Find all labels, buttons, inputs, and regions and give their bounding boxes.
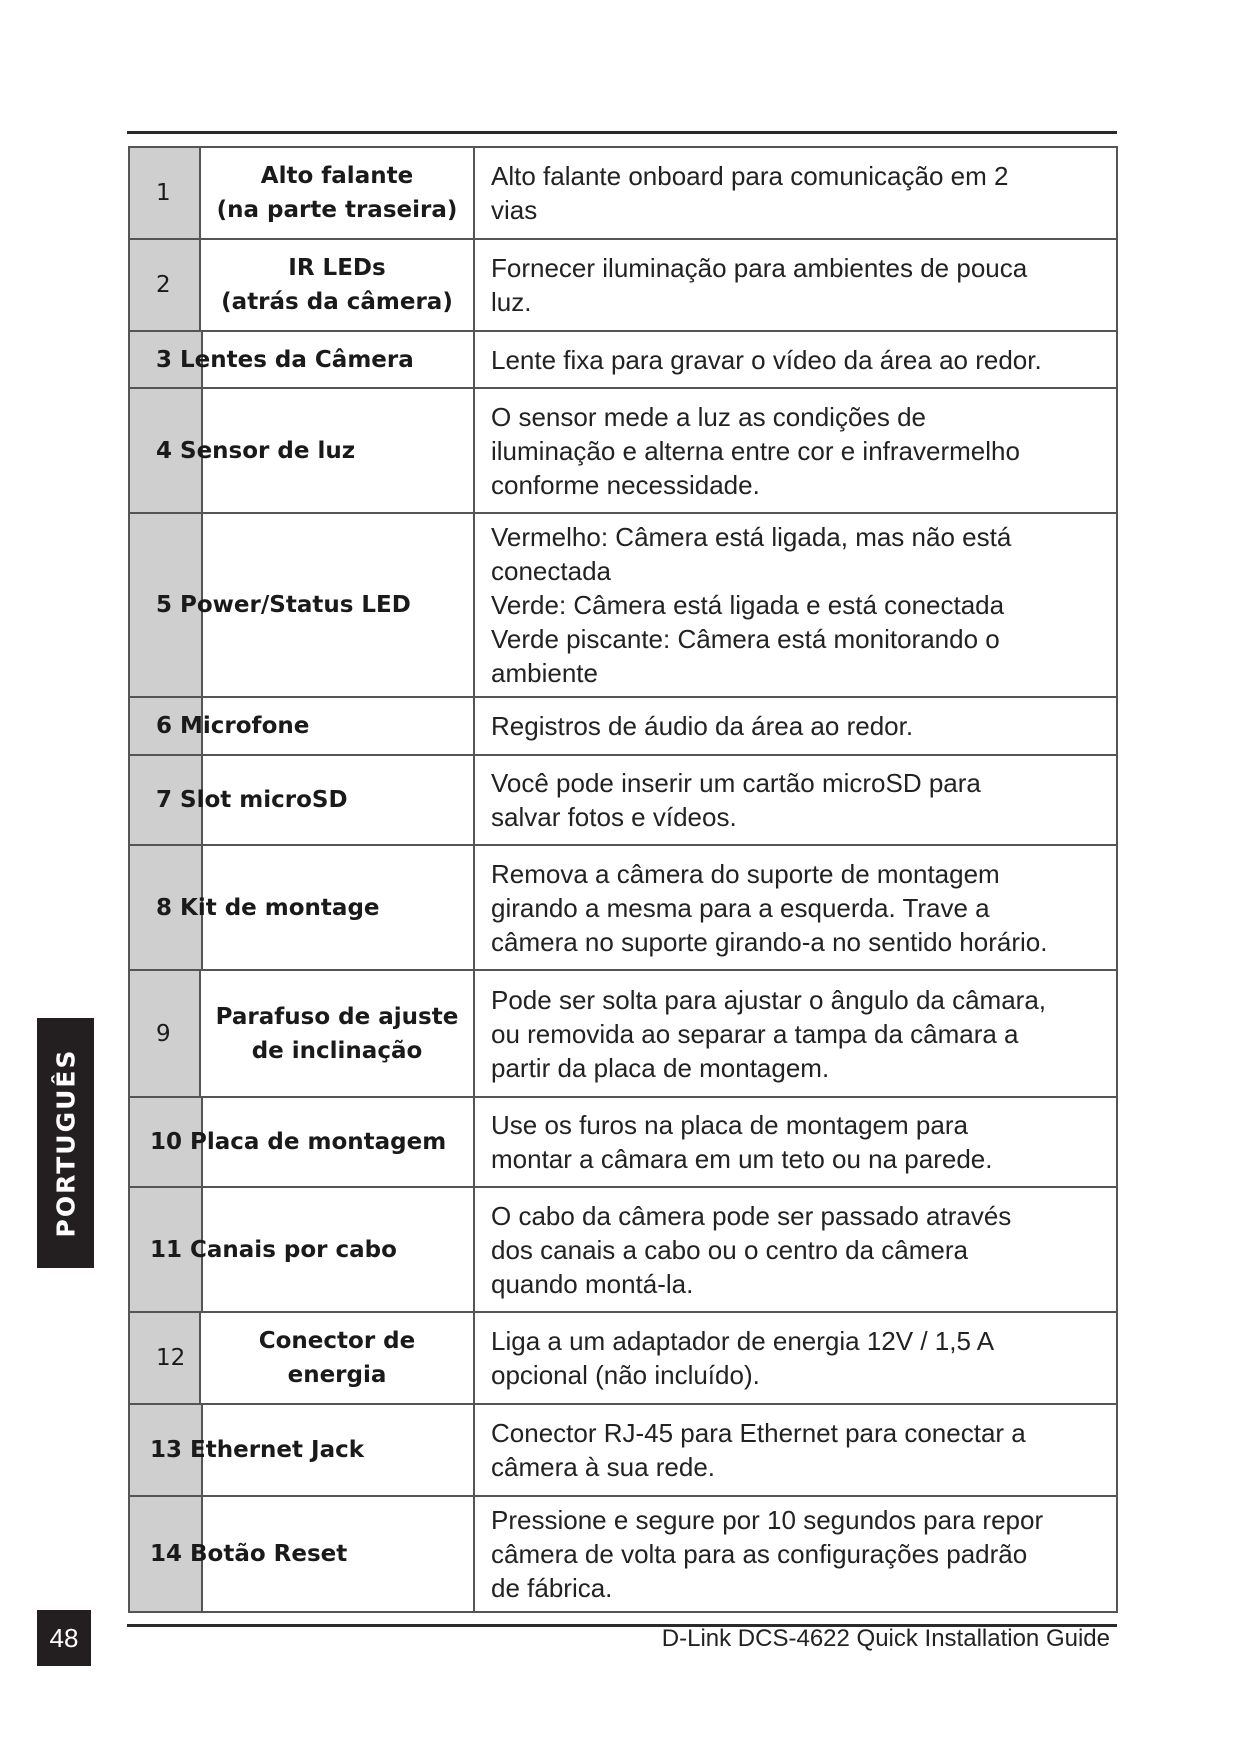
component-table	[128, 146, 1118, 1613]
row-number: 1	[129, 147, 200, 239]
component-name: IR LEDs (atrás da câmera)	[200, 239, 474, 331]
page-number: 48	[37, 1610, 91, 1666]
component-label: 10 Placa de montagem	[129, 1097, 474, 1187]
component-label: 5 Power/Status LED	[129, 513, 474, 697]
component-description: Lente fixa para gravar o vídeo da área ao redor.	[474, 331, 1117, 388]
component-description: Você pode inserir um cartão microSD para salvar fotos e vídeos.	[474, 755, 1117, 845]
table-row	[129, 845, 1117, 970]
component-description: Use os furos na placa de montagem para montar a câmara em um teto ou na parede.	[474, 1097, 1117, 1187]
table-row	[129, 513, 1117, 697]
row-number: 2	[129, 239, 200, 331]
component-description: Alto falante onboard para comunicação em 2 vias	[474, 147, 1117, 239]
component-description: Pode ser solta para ajustar o ângulo da câmara, ou removida ao separar a tampa da câmara a partir da placa de montagem.	[474, 970, 1117, 1097]
table-row	[129, 331, 1117, 388]
top-rule	[127, 131, 1117, 134]
component-name: Alto falante (na parte traseira)	[200, 147, 474, 239]
component-description: Conector RJ-45 para Ethernet para conectar a câmera à sua rede.	[474, 1404, 1117, 1496]
component-label: 11 Canais por cabo	[129, 1187, 474, 1312]
footer-title: D-Link DCS-4622 Quick Installation Guide	[661, 1625, 1110, 1652]
component-label: 14 Botão Reset	[129, 1496, 474, 1612]
component-name: Parafuso de ajuste de inclinação	[200, 970, 474, 1097]
component-label: 13 Ethernet Jack	[129, 1404, 474, 1496]
component-description: Registros de áudio da área ao redor.	[474, 697, 1117, 755]
table-row	[129, 147, 1117, 239]
component-description: Vermelho: Câmera está ligada, mas não está conectada Verde: Câmera está ligada e está conectada Verde piscante: Câmera está monitorando o ambiente	[474, 513, 1117, 697]
table-row	[129, 1496, 1117, 1612]
component-label: 6 Microfone	[129, 697, 474, 755]
row-number: 9	[129, 970, 200, 1097]
component-label: 3 Lentes da Câmera	[129, 331, 474, 388]
component-description: Fornecer iluminação para ambientes de pouca luz.	[474, 239, 1117, 331]
table-row	[129, 388, 1117, 513]
table-row	[129, 1187, 1117, 1312]
component-label: 7 Slot microSD	[129, 755, 474, 845]
table-row	[129, 239, 1117, 331]
component-description: O cabo da câmera pode ser passado através dos canais a cabo ou o centro da câmera quando montá-la.	[474, 1187, 1117, 1312]
table-row	[129, 970, 1117, 1097]
row-number: 12	[129, 1312, 200, 1404]
component-description: Remova a câmera do suporte de montagem girando a mesma para a esquerda. Trave a câmera no suporte girando-a no sentido horário.	[474, 845, 1117, 970]
component-description: O sensor mede a luz as condições de iluminação e alterna entre cor e infravermelho conforme necessidade.	[474, 388, 1117, 513]
language-side-tab	[37, 1018, 94, 1268]
table-row	[129, 1097, 1117, 1187]
table-row	[129, 1312, 1117, 1404]
component-name: Conector de energia	[200, 1312, 474, 1404]
table-row	[129, 697, 1117, 755]
component-label: 8 Kit de montage	[129, 845, 474, 970]
component-description: Liga a um adaptador de energia 12V / 1,5 A opcional (não incluído).	[474, 1312, 1117, 1404]
language-label: PORTUGUÊS	[51, 1048, 80, 1238]
component-label: 4 Sensor de luz	[129, 388, 474, 513]
component-description: Pressione e segure por 10 segundos para repor câmera de volta para as configurações padrão de fábrica.	[474, 1496, 1117, 1612]
table-row	[129, 1404, 1117, 1496]
table-row	[129, 755, 1117, 845]
